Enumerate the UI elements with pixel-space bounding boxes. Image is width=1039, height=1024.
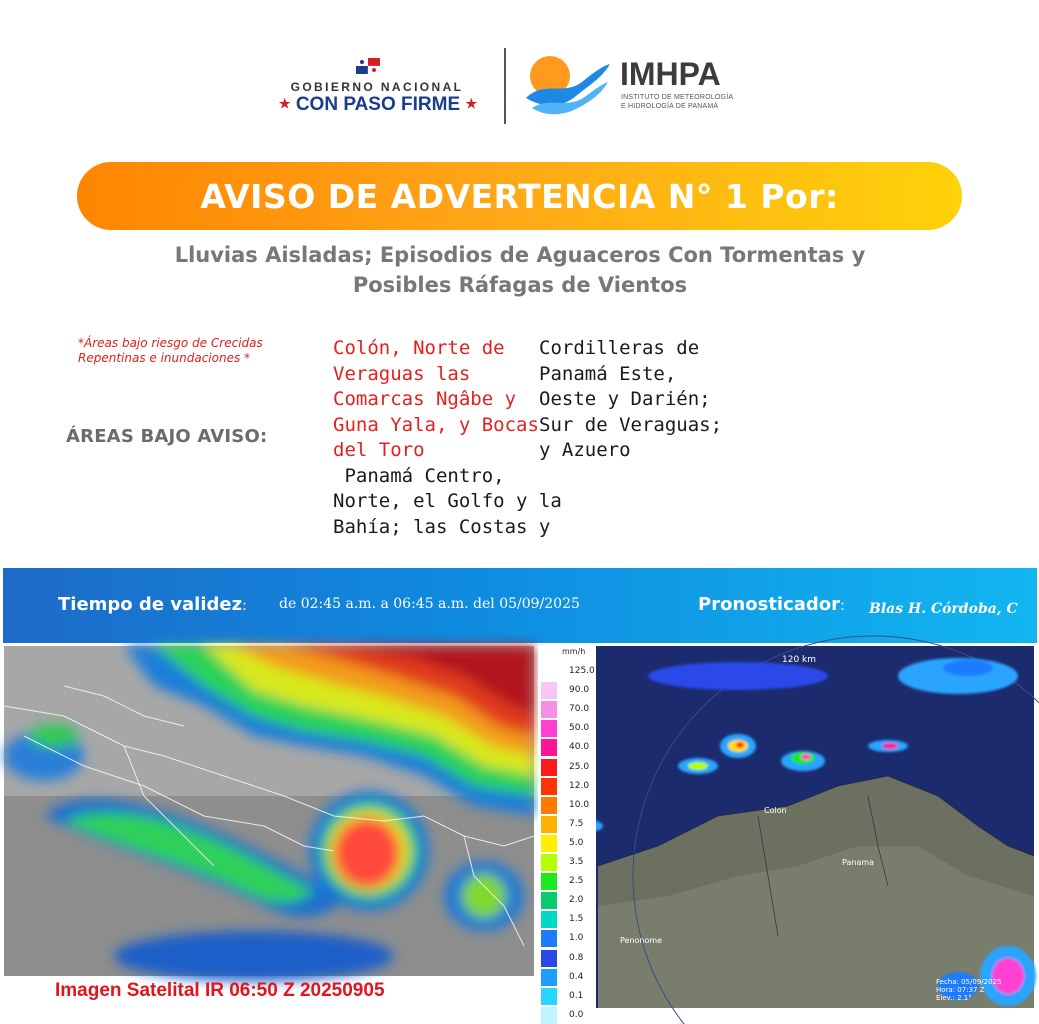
slogan-text: CON PASO FIRME <box>295 94 461 115</box>
warning-areas <box>333 464 562 541</box>
agency-fullname <box>621 93 733 111</box>
radar-scale-swatch <box>541 911 557 928</box>
area-line: y Azuero <box>539 439 631 461</box>
area-line: Cordilleras de <box>539 337 700 359</box>
radar-range-label: 120 km <box>782 655 817 665</box>
forecaster-name: Blas H. Córdoba, C <box>869 601 1018 617</box>
warning-title-bar <box>77 162 962 230</box>
radar-stamp-time: Hora: 07:37 Z <box>936 986 985 994</box>
warning-subtitle <box>90 240 950 300</box>
warning-title: AVISO DE ADVERTENCIA N° 1 Por: <box>200 176 839 216</box>
radar-scale-swatch <box>541 835 557 852</box>
panama-flag-icon <box>356 58 380 74</box>
radar-scale-label: 7.5 <box>569 818 584 829</box>
radar-scale-label: 5.0 <box>569 837 584 848</box>
radar-scale-swatch <box>541 892 557 909</box>
subtitle-line: Posibles Ráfagas de Vientos <box>352 273 688 297</box>
imhpa-logo-icon <box>524 52 612 118</box>
radar-stamp-date: Fecha: 05/09/2025 <box>936 978 1002 986</box>
radar-scale-swatch <box>541 988 557 1005</box>
areas-column-2 <box>539 336 739 464</box>
area-line: Colón, Norte de <box>333 337 505 359</box>
radar-scale-swatch <box>541 759 557 776</box>
radar-image-graphic <box>538 646 1034 1008</box>
radar-scale-label: 0.0 <box>569 1009 584 1020</box>
satellite-caption: Imagen Satelital IR 06:50 Z 20250905 <box>55 980 385 1001</box>
radar-scale-swatch <box>541 816 557 833</box>
radar-image <box>538 646 1034 1020</box>
forecaster-label <box>698 594 845 615</box>
radar-scale-label: 125.0 <box>569 666 595 676</box>
satellite-ir-image <box>4 646 534 976</box>
satellite-image-graphic <box>4 646 534 976</box>
area-line: Oeste y Darién; <box>539 388 711 410</box>
radar-scale-label: 1.0 <box>569 933 584 944</box>
area-line: Panamá Este, <box>539 362 677 385</box>
radar-scale-swatch <box>541 778 557 795</box>
radar-scale-label: 90.0 <box>569 685 590 696</box>
radar-unit: mm/h <box>562 647 586 656</box>
area-line: Veraguas las <box>333 362 471 385</box>
radar-scale-swatch <box>541 950 557 967</box>
radar-scale-swatch <box>541 682 557 699</box>
risk-note-line: Repentinas e inundaciones * <box>78 351 251 365</box>
radar-scale-label: 25.0 <box>569 761 590 772</box>
radar-scale-label: 3.5 <box>569 857 584 867</box>
validity-separator: : <box>242 598 247 614</box>
radar-scale-label: 70.0 <box>569 704 590 715</box>
radar-scale-swatch <box>541 797 557 814</box>
government-label: GOBIERNO NACIONAL <box>290 80 464 94</box>
radar-place-panama: Panama <box>842 858 875 867</box>
areas-under-warning-label: ÁREAS BAJO AVISO: <box>66 426 268 447</box>
area-line: Guna Yala, y Bocas <box>333 413 539 436</box>
validity-bar <box>3 568 1037 643</box>
radar-scale-label: 40.0 <box>569 742 590 753</box>
area-line: Comarcas Ngâbe y <box>333 388 517 410</box>
radar-scale-label: 2.0 <box>569 895 584 906</box>
radar-scale-swatch <box>541 969 557 986</box>
radar-scale-label: 1.5 <box>569 914 584 925</box>
radar-scale-label: 0.1 <box>569 990 584 1001</box>
validity-label-text: Tiempo de validez <box>58 594 243 615</box>
radar-scale-label: 2.5 <box>569 876 584 887</box>
radar-scale-swatch <box>541 854 557 871</box>
area-line: Sur de Veraguas; <box>539 413 723 436</box>
radar-stamp-elev: Elev.: 2.1° <box>936 994 972 1002</box>
validity-label <box>58 594 247 615</box>
radar-scale-label: 0.4 <box>569 971 584 982</box>
radar-scale-label: 0.8 <box>569 952 584 963</box>
star-icon: ★ <box>465 96 478 111</box>
radar-place-penonome: Penonome <box>620 936 663 945</box>
area-line: del Toro <box>333 439 425 461</box>
validity-period: de 02:45 a.m. a 06:45 a.m. del 05/09/2025 <box>279 596 580 612</box>
radar-scale-swatch <box>541 720 557 737</box>
agency-sub-line: E HIDROLOGÍA DE PANAMÁ <box>621 103 719 110</box>
radar-place-colon: Colon <box>764 806 787 815</box>
subtitle-line: Lluvias Aisladas; Episodios de Aguaceros Con Tormentas y <box>174 243 866 267</box>
forecaster-separator: : <box>840 598 845 614</box>
logo-divider <box>504 48 506 124</box>
agency-name: IMHPA <box>620 56 721 92</box>
radar-stamp <box>936 978 1001 1002</box>
radar-scale-label: 50.0 <box>569 723 590 734</box>
radar-scale-swatch <box>541 701 557 718</box>
flood-risk-note <box>78 336 318 366</box>
radar-scale-label: 12.0 <box>569 780 590 791</box>
area-line: Panamá Centro, <box>333 464 505 487</box>
radar-scale-swatch <box>541 930 557 947</box>
radar-scale-swatch <box>541 663 557 680</box>
government-slogan <box>268 94 488 116</box>
agency-sub-line: INSTITUTO DE METEOROLOGÍA <box>621 94 734 101</box>
areas-column-1 <box>333 336 562 540</box>
risk-note-line: *Áreas bajo riesgo de Crecidas <box>78 336 263 350</box>
flood-risk-areas <box>333 336 538 464</box>
radar-scale-swatch <box>541 739 557 756</box>
star-icon: ★ <box>278 96 291 111</box>
area-line: Bahía; las Costas y <box>333 515 551 538</box>
radar-scale-swatch <box>541 873 557 890</box>
radar-scale-label: 10.0 <box>569 799 590 810</box>
forecaster-label-text: Pronosticador <box>698 594 841 615</box>
radar-color-scale <box>538 646 596 1020</box>
radar-scale-swatch <box>541 1007 557 1024</box>
area-line: Norte, el Golfo y la <box>333 490 562 512</box>
